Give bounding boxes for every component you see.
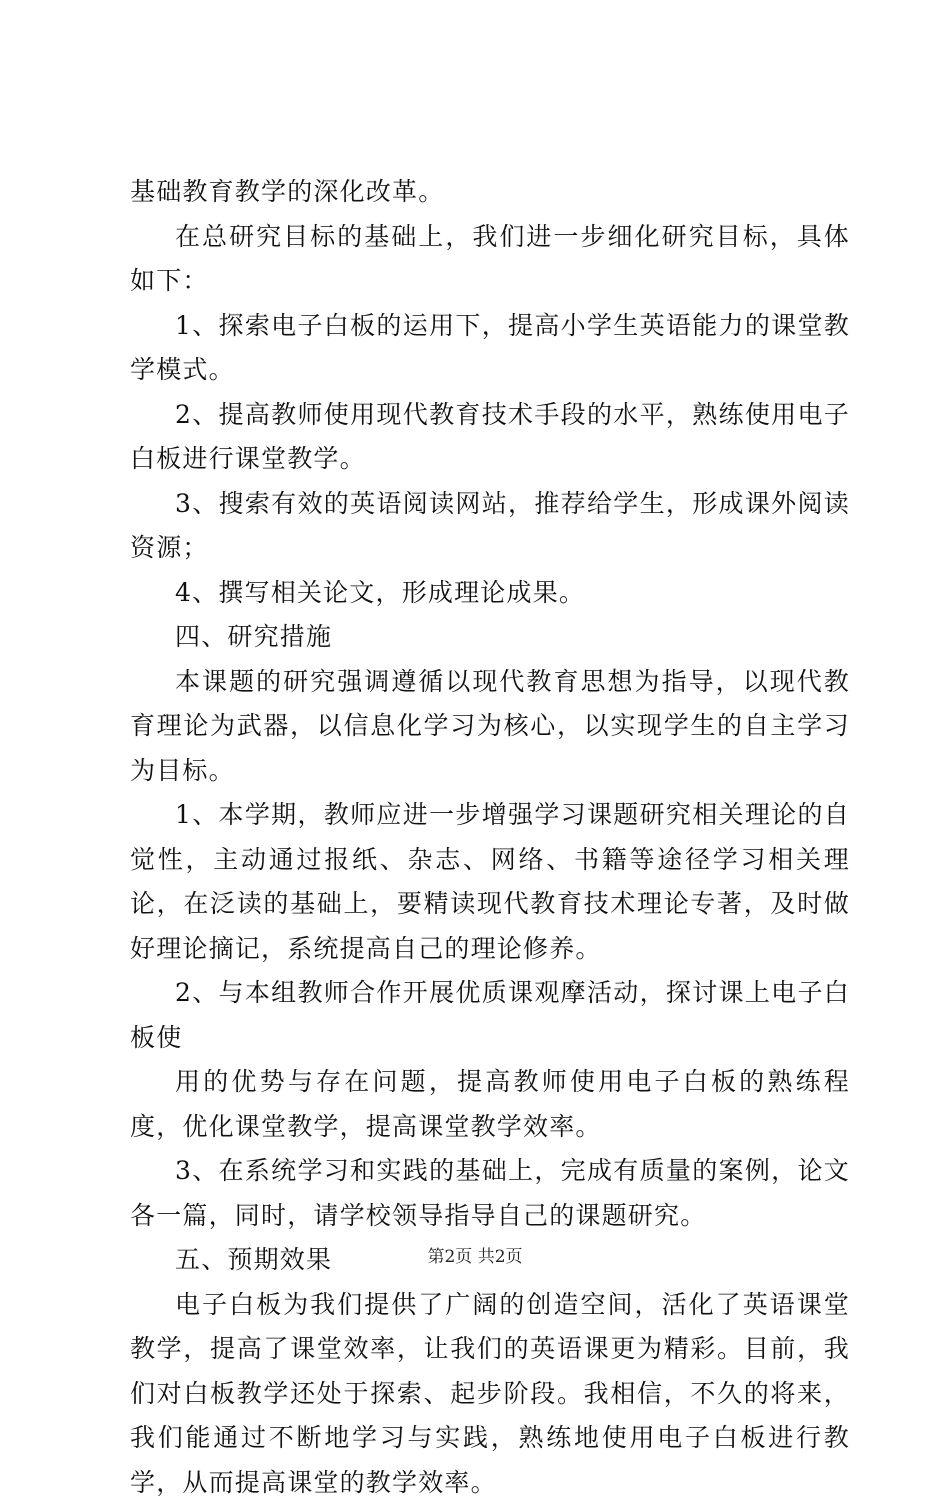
paragraph-14: 电子白板为我们提供了广阔的创造空间，活化了英语课堂教学，提高了课堂效率，让我们的英语课更为精彩。目前，我们对白板教学还处于探索、起步阶段。我相信，不久的将来，我们能通过不断地学习与实践，熟练地使用电子白板进行教学，从而提高课堂的教学效率。	[130, 1283, 850, 1505]
document-body	[130, 170, 850, 1505]
section-heading-5: 五、预期效果	[130, 1238, 850, 1283]
section-heading-4: 四、研究措施	[130, 615, 850, 660]
paragraph-5: 3、搜索有效的英语阅读网站，推荐给学生，形成课外阅读资源；	[130, 482, 850, 571]
paragraph-4: 2、提高教师使用现代教育技术手段的水平，熟练使用电子白板进行课堂教学。	[130, 393, 850, 482]
paragraph-9: 1、本学期，教师应进一步增强学习课题研究相关理论的自觉性，主动通过报纸、杂志、网络、书籍等途径学习相关理论，在泛读的基础上，要精读现代教育技术理论专著，及时做好理论摘记，系统提高自己的理论修养。	[130, 793, 850, 971]
paragraph-12: 3、在系统学习和实践的基础上，完成有质量的案例，论文各一篇，同时，请学校领导指导自己的课题研究。	[130, 1149, 850, 1238]
paragraph-3: 1、探索电子白板的运用下，提高小学生英语能力的课堂教学模式。	[130, 304, 850, 393]
page-footer: 第2页 共2页	[0, 1242, 950, 1267]
paragraph-8: 本课题的研究强调遵循以现代教育思想为指导，以现代教育理论为武器，以信息化学习为核心，以实现学生的自主学习为目标。	[130, 660, 850, 794]
paragraph-11: 用的优势与存在问题，提高教师使用电子白板的熟练程度，优化课堂教学，提高课堂教学效率。	[130, 1060, 850, 1149]
paragraph-1: 基础教育教学的深化改革。	[130, 170, 850, 215]
paragraph-2: 在总研究目标的基础上，我们进一步细化研究目标，具体如下：	[130, 215, 850, 304]
paragraph-10: 2、与本组教师合作开展优质课观摩活动，探讨课上电子白板使	[130, 971, 850, 1060]
paragraph-6: 4、撰写相关论文，形成理论成果。	[130, 571, 850, 616]
